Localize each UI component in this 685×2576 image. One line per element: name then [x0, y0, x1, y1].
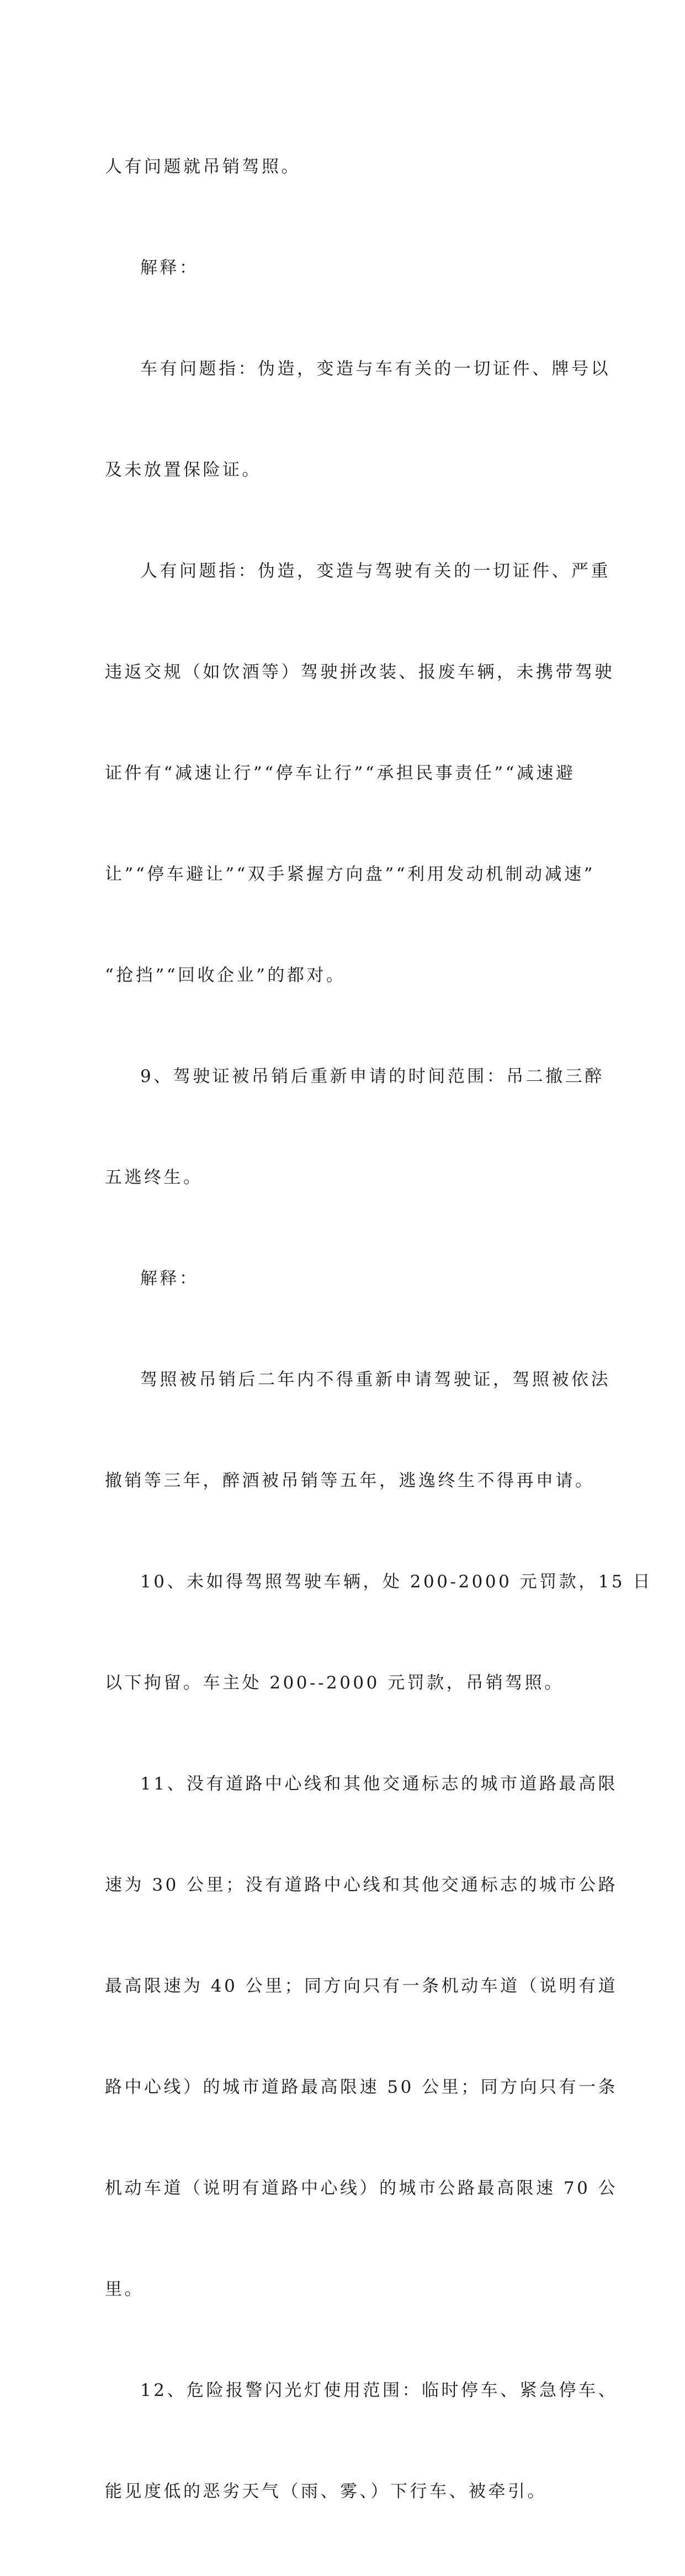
- text-line: 车有问题指：伪造，变造与车有关的一切证件、牌号以: [140, 359, 610, 379]
- text-line: 11、没有道路中心线和其他交通标志的城市道路最高限: [140, 1774, 618, 1794]
- text-line: 人有问题指：伪造，变造与驾驶有关的一切证件、严重: [140, 561, 610, 581]
- text-line: 10、未如得驾照驾驶车辆，处 200-2000 元罚款，15 日: [140, 1572, 652, 1592]
- text-line: 五逃终生。: [105, 1168, 203, 1187]
- text-line: 最高限速为 40 公里；同方向只有一条机动车道（说明有道: [105, 1976, 618, 1996]
- text-line: 12、危险报警闪光灯使用范围：临时停车、紧急停车、: [140, 2380, 618, 2400]
- text-line: 速为 30 公里；没有道路中心线和其他交通标志的城市公路: [105, 1875, 618, 1895]
- text-line: 及未放置保险证。: [105, 460, 262, 480]
- text-line: “抢挡”“回收企业”的都对。: [105, 965, 346, 985]
- text-line: 解释：: [140, 1269, 199, 1289]
- text-line: 让”“停车避让”“双手紧握方向盘”“利用发动机制动减速”: [105, 864, 595, 884]
- text-line: 撤销等三年，醉酒被吊销等五年，逃逸终生不得再申请。: [105, 1471, 595, 1491]
- text-line: 机动车道（说明有道路中心线）的城市公路最高限速 70 公: [105, 2178, 618, 2198]
- text-line: 路中心线）的城市道路最高限速 50 公里；同方向只有一条: [105, 2077, 618, 2097]
- text-line: 解释：: [140, 258, 199, 278]
- text-line: 驾照被吊销后二年内不得重新申请驾驶证，驾照被依法: [140, 1370, 610, 1390]
- text-line: 9、驾驶证被吊销后重新申请的时间范围：吊二撤三醉: [140, 1067, 604, 1086]
- document-page: [105, 83, 652, 2576]
- text-line: 违返交规（如饮酒等）驾驶拼改装、报废车辆，未携带驾驶: [105, 662, 614, 682]
- text-line: 证件有“减速让行”“停车让行”“承担民事责任”“减速避: [105, 763, 576, 783]
- text-line: 人有问题就吊销驾照。: [105, 157, 301, 177]
- text-line: 能见度低的恶劣天气（雨、雾、）下行车、被牵引。: [105, 2482, 547, 2501]
- text-line: 以下拘留。车主处 200--2000 元罚款，吊销驾照。: [105, 1673, 564, 1693]
- body-text: [105, 83, 652, 2576]
- text-line: 里。: [105, 2279, 144, 2299]
